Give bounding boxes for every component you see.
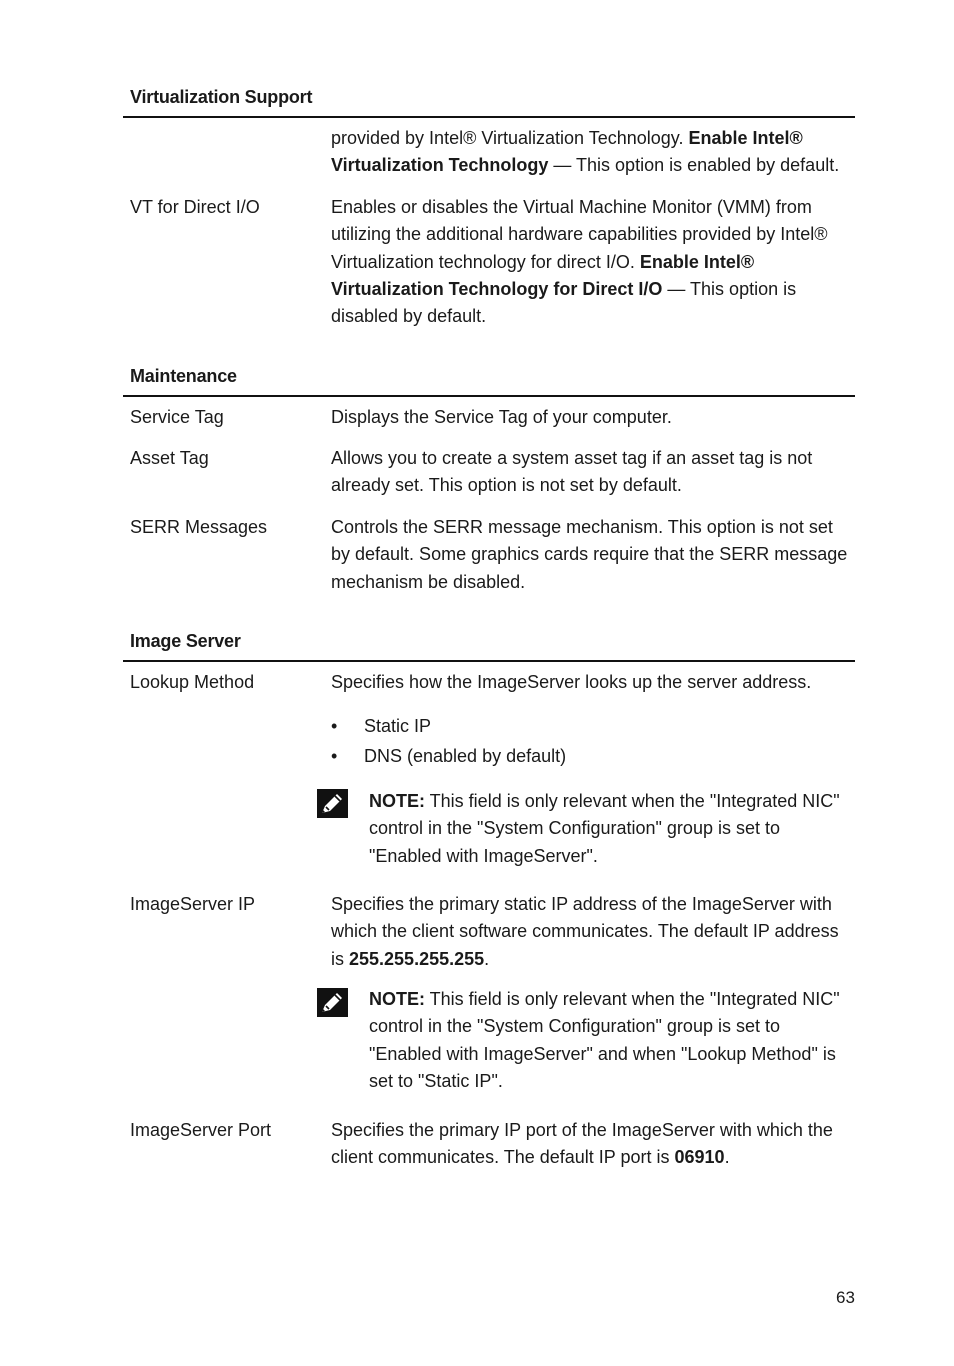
section-title-maintenance: Maintenance	[130, 366, 237, 386]
note-pencil-icon	[317, 988, 348, 1017]
section-title-virtualization-support: Virtualization Support	[130, 87, 313, 107]
section-divider	[123, 116, 855, 118]
section-divider	[123, 660, 855, 662]
row-label-vt-direct-io: VT for Direct I/O	[130, 197, 260, 217]
row-label-asset-tag: Asset Tag	[130, 448, 209, 468]
lookup-method-description: Specifies how the ImageServer looks up the server address.	[331, 672, 812, 692]
row-label-service-tag: Service Tag	[130, 407, 224, 427]
vt-direct-io-description: Enables or disables the Virtual Machine Monitor (VMM) from utilizing the additional hardware capabilities provided by Intel® Virtualization technology for direct I/O. Enable Intel® Virtualization Technology for Direct I/O — This option is disabled by default.	[331, 197, 828, 327]
row-label-lookup-method: Lookup Method	[130, 672, 255, 692]
imageserver-ip-note: NOTE: This field is only relevant when the "Integrated NIC" control in the "System Configuration" group is set to "Enabled with ImageServer" and when "Lookup Method" is set to "Static IP".	[369, 989, 840, 1092]
bullet-marker: •	[331, 716, 338, 736]
bullet-marker: •	[331, 746, 338, 766]
row-label-imageserver-port: ImageServer Port	[130, 1120, 272, 1140]
section-divider	[123, 395, 855, 397]
imageserver-port-description: Specifies the primary IP port of the ImageServer with which the client communicates. The default IP port is 06910.	[331, 1120, 833, 1168]
asset-tag-description: Allows you to create a system asset tag if an asset tag is not already set. This option is not set by default.	[331, 448, 813, 496]
serr-messages-description: Controls the SERR message mechanism. This option is not set by default. Some graphics cards require that the SERR message mechanism be disabled.	[331, 517, 848, 592]
lookup-method-note: NOTE: This field is only relevant when the "Integrated NIC" control in the "System Configuration" group is set to "Enabled with ImageServer".	[369, 791, 840, 866]
row-label-imageserver-ip: ImageServer IP	[130, 894, 256, 914]
imageserver-ip-description: Specifies the primary static IP address of the ImageServer with which the client software communicates. The default IP address is 255.255.255.255.	[331, 894, 839, 969]
service-tag-description: Displays the Service Tag of your computer.	[331, 407, 672, 427]
row-label-serr-messages: SERR Messages	[130, 517, 268, 537]
section-title-image-server: Image Server	[130, 631, 241, 651]
virt-row-1-description: provided by Intel® Virtualization Technology. Enable Intel® Virtualization Technology — This option is enabled by default.	[331, 128, 840, 176]
page-number: 63	[836, 1288, 855, 1307]
note-pencil-icon	[317, 789, 348, 818]
